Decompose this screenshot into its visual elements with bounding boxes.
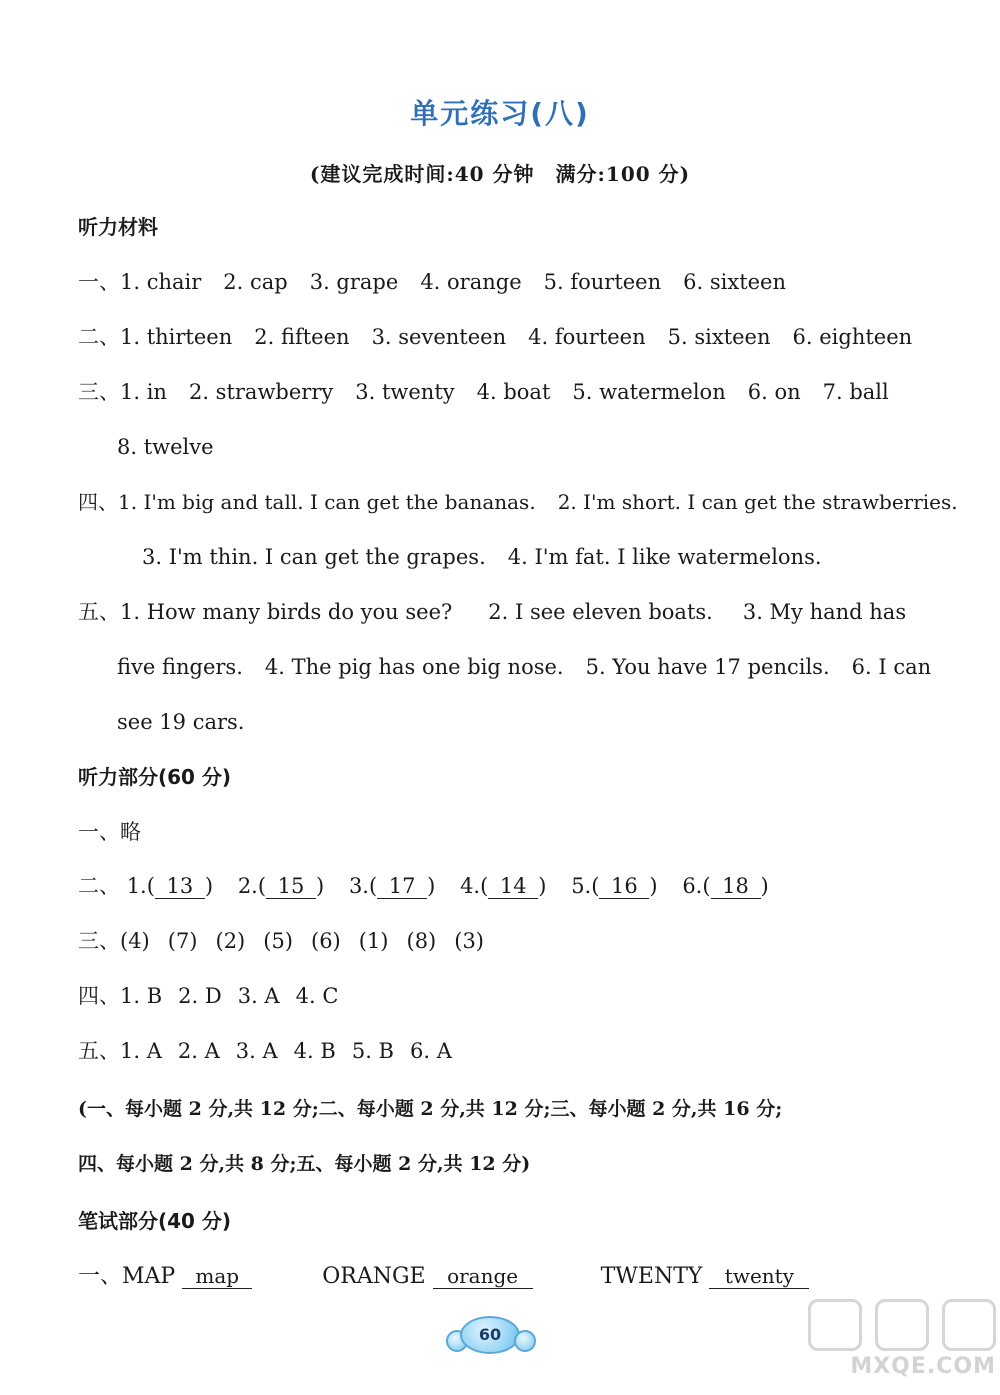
watermark-logo (808, 1296, 996, 1354)
watermark-text: MXQE.COM (850, 1354, 996, 1379)
list-item: 6. eighteen (792, 325, 913, 349)
list-item: 3. A (237, 984, 280, 1008)
answer-close: ) (204, 874, 214, 898)
list-item: 3. My hand has (742, 600, 907, 624)
answer-close: ) (427, 874, 436, 898)
material-section-3-continued: 8. twelve (117, 435, 214, 459)
answer-blank: 16 (599, 874, 649, 899)
listening-section-1 (78, 817, 141, 847)
list-item: 4. boat (476, 380, 551, 404)
answer-blank: orange (433, 1264, 533, 1289)
list-item: 2. strawberry (188, 380, 334, 404)
score-note-line-2: 四、每小题 2 分,共 8 分;五、每小题 2 分,共 12 分) (78, 1153, 531, 1175)
list-item: 4. I'm fat. I like watermelons. (507, 545, 822, 569)
list-item: 5. fourteen (543, 270, 662, 294)
list-item: 6. on (747, 380, 801, 404)
answer-blank: 13 (155, 874, 205, 899)
section-number: 二、 (78, 874, 120, 898)
answer-blank: twenty (709, 1264, 809, 1289)
page-title: 单元练习(八) (410, 97, 590, 130)
answer-blank: 15 (266, 874, 316, 899)
answer-blank: 18 (711, 874, 761, 899)
answer-blank: 17 (377, 874, 427, 899)
listening-section-2 (78, 871, 769, 901)
list-item: 4. C (295, 984, 339, 1008)
list-item: 3. I'm thin. I can get the grapes. (142, 545, 486, 569)
answer-label: 4.( (460, 874, 489, 898)
list-item: (8) (406, 929, 437, 953)
page-number: 60 (460, 1316, 520, 1354)
list-item: 2. fifteen (254, 325, 350, 349)
material-section-5 (78, 597, 906, 627)
list-item: 1. How many birds do you see? (120, 600, 453, 624)
material-section-5-continued (117, 652, 931, 682)
section-number: 一、 (78, 270, 120, 294)
material-section-2 (78, 322, 912, 352)
answer-close: ) (316, 874, 325, 898)
section-number: 四、 (78, 490, 118, 514)
material-section-4-continued (142, 542, 822, 572)
listening-material-heading: 听力材料 (78, 215, 158, 239)
answer-close: ) (538, 874, 547, 898)
list-item: 3. twenty (355, 380, 455, 404)
page-subtitle: (建议完成时间:40 分钟 满分:100 分) (309, 162, 691, 186)
section-number: 一、 (78, 1264, 123, 1289)
list-item: (3) (454, 929, 484, 953)
list-item: 6. I can (851, 655, 932, 679)
written-part-heading: 笔试部分(40 分) (78, 1209, 232, 1233)
listening-part-heading: 听力部分(60 分) (78, 765, 232, 789)
list-item: 2. D (178, 984, 222, 1008)
answer-item (127, 874, 213, 898)
section-number: 一、 (78, 820, 120, 844)
answer-item (460, 874, 546, 898)
capital-word: TWENTY (600, 1264, 703, 1289)
section-number: 三、 (78, 380, 120, 404)
answer-label: 2.( (237, 874, 267, 898)
list-item: 4. fourteen (528, 325, 646, 349)
score-note-line-1: (一、每小题 2 分,共 12 分;二、每小题 2 分,共 12 分;三、每小题 2 分,共 16 分; (78, 1098, 783, 1120)
list-item: 1. thirteen (120, 325, 233, 349)
list-item: (7) (167, 929, 198, 953)
answer-label: 3.( (348, 874, 378, 898)
list-item: (1) (358, 929, 389, 953)
bubble-decoration (514, 1330, 536, 1352)
list-item: 7. ball (822, 380, 889, 404)
answer-label: 6.( (682, 874, 711, 898)
list-item: (2) (215, 929, 246, 953)
material-section-3 (78, 377, 889, 407)
list-item: five fingers. (117, 655, 243, 679)
list-item: 1. B (120, 984, 163, 1008)
capital-word: MAP (122, 1264, 176, 1289)
list-item: 2. I'm short. I can get the strawberries. (557, 490, 958, 514)
section-number: 四、 (78, 984, 120, 1008)
section-number: 五、 (78, 1039, 120, 1063)
list-item: 4. orange (420, 270, 522, 294)
watermark-glyph (808, 1299, 862, 1351)
material-section-1 (78, 267, 786, 297)
list-item: (5) (263, 929, 293, 953)
capital-word: ORANGE (322, 1264, 426, 1289)
list-item: 6. sixteen (683, 270, 787, 294)
list-item: 3. seventeen (371, 325, 507, 349)
list-item: 5. You have 17 pencils. (585, 655, 830, 679)
material-section-4 (78, 487, 958, 517)
list-item: 6. A (409, 1039, 452, 1063)
list-item: 2. A (177, 1039, 220, 1063)
list-item: 4. B (293, 1039, 336, 1063)
list-item: (4) (120, 929, 150, 953)
material-section-5-continued-2: see 19 cars. (117, 710, 245, 734)
listening-section-4 (78, 981, 338, 1011)
list-item: 1. chair (120, 270, 202, 294)
listening-section-3 (78, 926, 484, 956)
list-item: 5. B (351, 1039, 394, 1063)
list-item: 4. The pig has one big nose. (264, 655, 564, 679)
answer-close: ) (760, 874, 769, 898)
answer-blank: 14 (488, 874, 538, 899)
list-item: 1. in (120, 380, 167, 404)
section-number: 三、 (78, 929, 120, 953)
list-item: 3. A (235, 1039, 278, 1063)
answer-blank: map (182, 1264, 252, 1289)
list-item: 2. I see eleven boats. (488, 600, 713, 624)
answer-item (571, 874, 657, 898)
answer-text: 略 (120, 820, 141, 844)
section-number: 五、 (78, 600, 120, 624)
answer-close: ) (649, 874, 658, 898)
list-item: 5. sixteen (667, 325, 771, 349)
list-item: 2. cap (223, 270, 288, 294)
answer-item (238, 874, 324, 898)
section-number: 二、 (78, 325, 120, 349)
list-item: 1. I'm big and tall. I can get the bananas. (118, 490, 536, 514)
listening-section-5 (78, 1036, 452, 1066)
answer-label: 1.( (126, 874, 155, 898)
watermark-glyph (942, 1299, 996, 1351)
answer-label: 5.( (571, 874, 600, 898)
list-item: 3. grape (309, 270, 399, 294)
watermark-glyph (875, 1299, 929, 1351)
list-item: 5. watermelon (572, 380, 726, 404)
answer-item (682, 874, 768, 898)
written-section-1 (78, 1262, 809, 1292)
answer-item (349, 874, 435, 898)
list-item: (6) (311, 929, 341, 953)
page-number-badge (450, 1316, 532, 1356)
list-item: 1. A (120, 1039, 162, 1063)
